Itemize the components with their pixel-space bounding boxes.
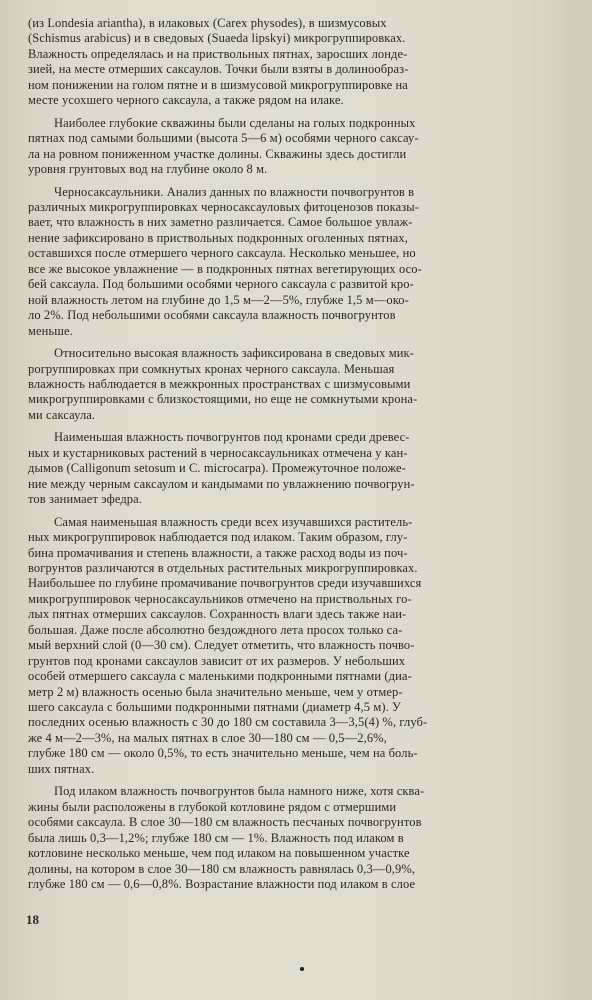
text-line: вогрунтов различаются в отдельных растительных микрогруппировках. [28, 560, 418, 575]
text-line: ло 2%. Под небольшими особями саксаула влажность почвогрунтов [28, 308, 396, 323]
text-line: уровня грунтовых вод на глубине около 8 м. [28, 162, 268, 177]
text-line: пятнах под самыми большими (высота 5—6 м) особями черного саксау- [28, 131, 419, 146]
text-line: Наибольшее по глубине промачивание почвогрунтов среди изучавшихся [28, 576, 422, 591]
text-line: ном понижении на голом пятне и в шизмусовой микрогруппировке на [28, 77, 408, 92]
text-line: ла на ровном пониженном участке долины. Скважины здесь достигли [28, 146, 407, 161]
print-speck [300, 967, 304, 971]
text-line: дымов (Calligonum setosum и C. microcarpa). Промежуточное положе- [28, 461, 406, 476]
text-line: метр 2 м) влажность осенью была значительно меньше, чем у отмер- [28, 684, 403, 699]
text-line: большая. Даже после абсолютно бездождного лета просох только са- [28, 622, 403, 637]
paragraph [28, 430, 576, 507]
paragraph-gap [28, 109, 576, 116]
paragraph-gap [28, 339, 576, 346]
text-line: Наименьшая влажность почвогрунтов под кронами среди древес- [54, 430, 410, 445]
text-line: все же высокое увлажнение — в подкронных пятнах вегетирующих осо- [28, 261, 422, 276]
text-line: Влажность определялась и на приствольных пятнах, заросших лонде- [28, 46, 408, 61]
paragraph [28, 784, 576, 892]
text-line: глубже 180 см — 0,6—0,8%. Возрастание влажности под илаком в слое [28, 877, 416, 892]
paragraph [28, 515, 576, 778]
text-line: ние между черным саксаулом и кандымами по увлажнению почвогрун- [28, 476, 415, 491]
text-line: месте усохшего черного саксаула, а также рядом на илаке. [28, 93, 344, 108]
text-line: ных микрогруппировок наблюдается под илаком. Таким образом, глу- [28, 530, 408, 545]
text-body [28, 16, 576, 892]
text-line: Относительно высокая влажность зафиксирована в сведовых мик- [54, 346, 414, 361]
text-line: меньше. [28, 323, 73, 338]
text-line: различных микрогруппировках черносаксауловых фитоценозов показы- [28, 199, 420, 214]
text-line: шего саксаула с большими подкронными пятнами (диаметр 4,5 м). У [28, 700, 402, 715]
text-line: лых пятнах отмерших саксаулов. Сохранность влаги здесь также наи- [28, 607, 407, 622]
text-line: жины были расположены в глубокой котловине рядом с отмершими [28, 799, 397, 814]
paragraph-gap [28, 178, 576, 185]
text-line: же 4 м—2—3%, на малых пятнах в слое 30—180 см — 0,5—2,6%, [28, 730, 387, 745]
text-line: зией, на месте отмерших саксаулов. Точки были взяты в долинообраз- [28, 62, 409, 77]
paragraph [28, 16, 576, 109]
text-line: особями саксаула. В слое 30—180 см влажность песчаных почвогрунтов [28, 815, 422, 830]
text-line: (из Londesia ariantha), в илаковых (Carex physodes), в шизмусовых [28, 16, 387, 30]
text-line: нение зафиксировано в приствольных подкронных оголенных пятнах, [28, 230, 408, 245]
paragraph [28, 346, 576, 423]
text-line: глубже 180 см — около 0,5%, то есть значительно меньше, чем на боль- [28, 746, 418, 761]
text-line: Самая наименьшая влажность среди всех изучавшихся раститель- [54, 514, 413, 529]
text-line: рогруппировках при сомкнутых кронах черного саксаула. Меньшая [28, 361, 395, 376]
text-line: котловине несколько меньше, чем под илаком на повышенном участке [28, 846, 410, 861]
paragraph-gap [28, 508, 576, 515]
text-line: влажность наблюдается в межкронных пространствах с шизмусовыми [28, 376, 411, 391]
text-line: грунтов под кронами саксаулов зависит от их размеров. У небольших [28, 653, 406, 668]
text-line: тов занимает эфедра. [28, 492, 143, 507]
text-line: микрогруппировок черносаксаульников отмечено на приствольных го- [28, 591, 412, 606]
text-line: Черносаксаульники. Анализ данных по влажности почвогрунтов в [54, 184, 415, 199]
text-line: микрогруппировками с близкостоящими, но еще не сомкнутыми крона- [28, 392, 418, 407]
text-line: Наиболее глубокие скважины были сделаны на голых подкронных [54, 115, 416, 130]
text-line: ной влажность летом на глубине до 1,5 м—2—5%, глубже 1,5 м—око- [28, 292, 409, 307]
text-line: мый верхний слой (0—30 см). Следует отметить, что влажность почво- [28, 638, 415, 653]
text-line: (Schismus arabicus) и в сведовых (Suaeda lipskyi) микрогруппировках. [28, 31, 406, 46]
text-line: Под илаком влажность почвогрунтов была намного ниже, хотя сква- [54, 784, 425, 799]
text-line: бина промачивания и степень влажности, а также расход воды из поч- [28, 545, 408, 560]
text-line: оставшихся после отмершего черного саксаула. Несколько меньшее, но [28, 246, 416, 261]
text-line: ми саксаула. [28, 407, 96, 422]
paragraph [28, 185, 576, 340]
paragraph-gap [28, 423, 576, 430]
text-line: последних осенью влажность с 30 до 180 см составила 3—3,5(4) %, глуб- [28, 715, 428, 730]
page-number: 18 [26, 912, 39, 927]
paragraph [28, 116, 576, 178]
text-line: вает, что влажность в них заметно различается. Самое большое увлаж- [28, 215, 413, 230]
paragraph-gap [28, 777, 576, 784]
text-line: ных и кустарниковых растений в черносаксаульниках отмечена у кан- [28, 445, 408, 460]
text-line: была лишь 0,3—1,2%; глубже 180 см — 1%. Влажность под илаком в [28, 830, 404, 845]
text-line: особей отмершего саксаула с маленькими подкронными пятнами (диа- [28, 669, 412, 684]
text-line: долины, на котором в слое 30—180 см влажность равнялась 0,3—0,9%, [28, 861, 416, 876]
text-line: бей саксаула. Под большими особями черного саксаула с развитой кро- [28, 277, 414, 292]
text-line: ших пятнах. [28, 761, 95, 776]
